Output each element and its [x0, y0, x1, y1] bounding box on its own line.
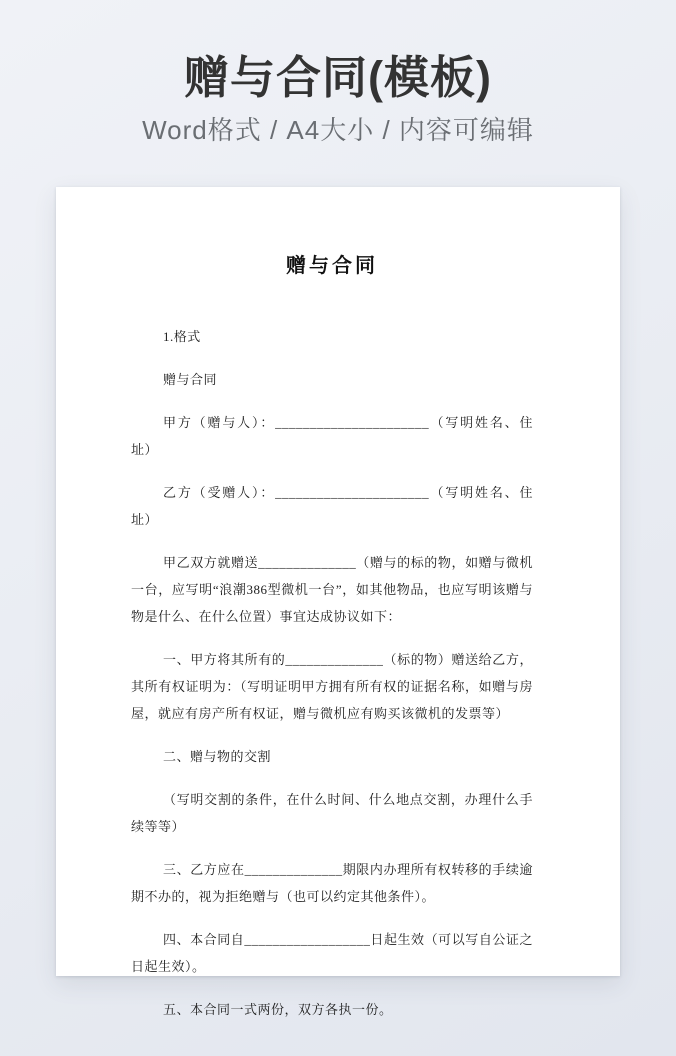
- document-paragraph: 三、乙方应在______________期限内办理所有权转移的手续逾期不办的，视为拒绝赠与（也可以约定其他条件）。: [131, 862, 533, 904]
- document-paragraph: 甲乙双方就赠送______________（赠与的标的物，如赠与微机一台，应写明“浪潮386型微机一台”，如其他物品，也应写明该赠与物是什么、在什么位置）事宜达成协议如下：: [131, 555, 533, 624]
- document-page: [56, 187, 620, 1017]
- document-paragraph: 一、甲方将其所有的______________（标的物）赠送给乙方，其所有权证明为：（写明证明甲方拥有所有权的证据名称，如赠与房屋，就应有房产所有权证，赠与微机应有购买该微机的发票等）: [131, 652, 533, 721]
- document-paragraph: 赠与合同: [163, 372, 218, 387]
- preview-header: [0, 0, 676, 146]
- document-title: 赠与合同: [286, 255, 378, 277]
- document-paragraph: 五、本合同一式两份，双方各执一份。: [163, 1002, 393, 1017]
- document-body: [131, 323, 533, 1023]
- page-subtitle: Word格式 / A4大小 / 内容可编辑: [142, 115, 534, 145]
- document-paragraph: 二、赠与物的交割: [163, 749, 272, 764]
- document-paragraph: 1.格式: [163, 329, 201, 344]
- page-title: 赠与合同(模板): [184, 52, 492, 103]
- document-paragraph: （写明交割的条件，在什么时间、什么地点交割，办理什么手续等等）: [131, 792, 533, 834]
- document-paragraph: 四、本合同自__________________日起生效（可以写自公证之日起生效）。: [131, 932, 533, 974]
- document-paragraph: 甲方（赠与人）：______________________（写明姓名、住址）: [131, 415, 533, 457]
- document-paragraph: 乙方（受赠人）：______________________（写明姓名、住址）: [131, 485, 533, 527]
